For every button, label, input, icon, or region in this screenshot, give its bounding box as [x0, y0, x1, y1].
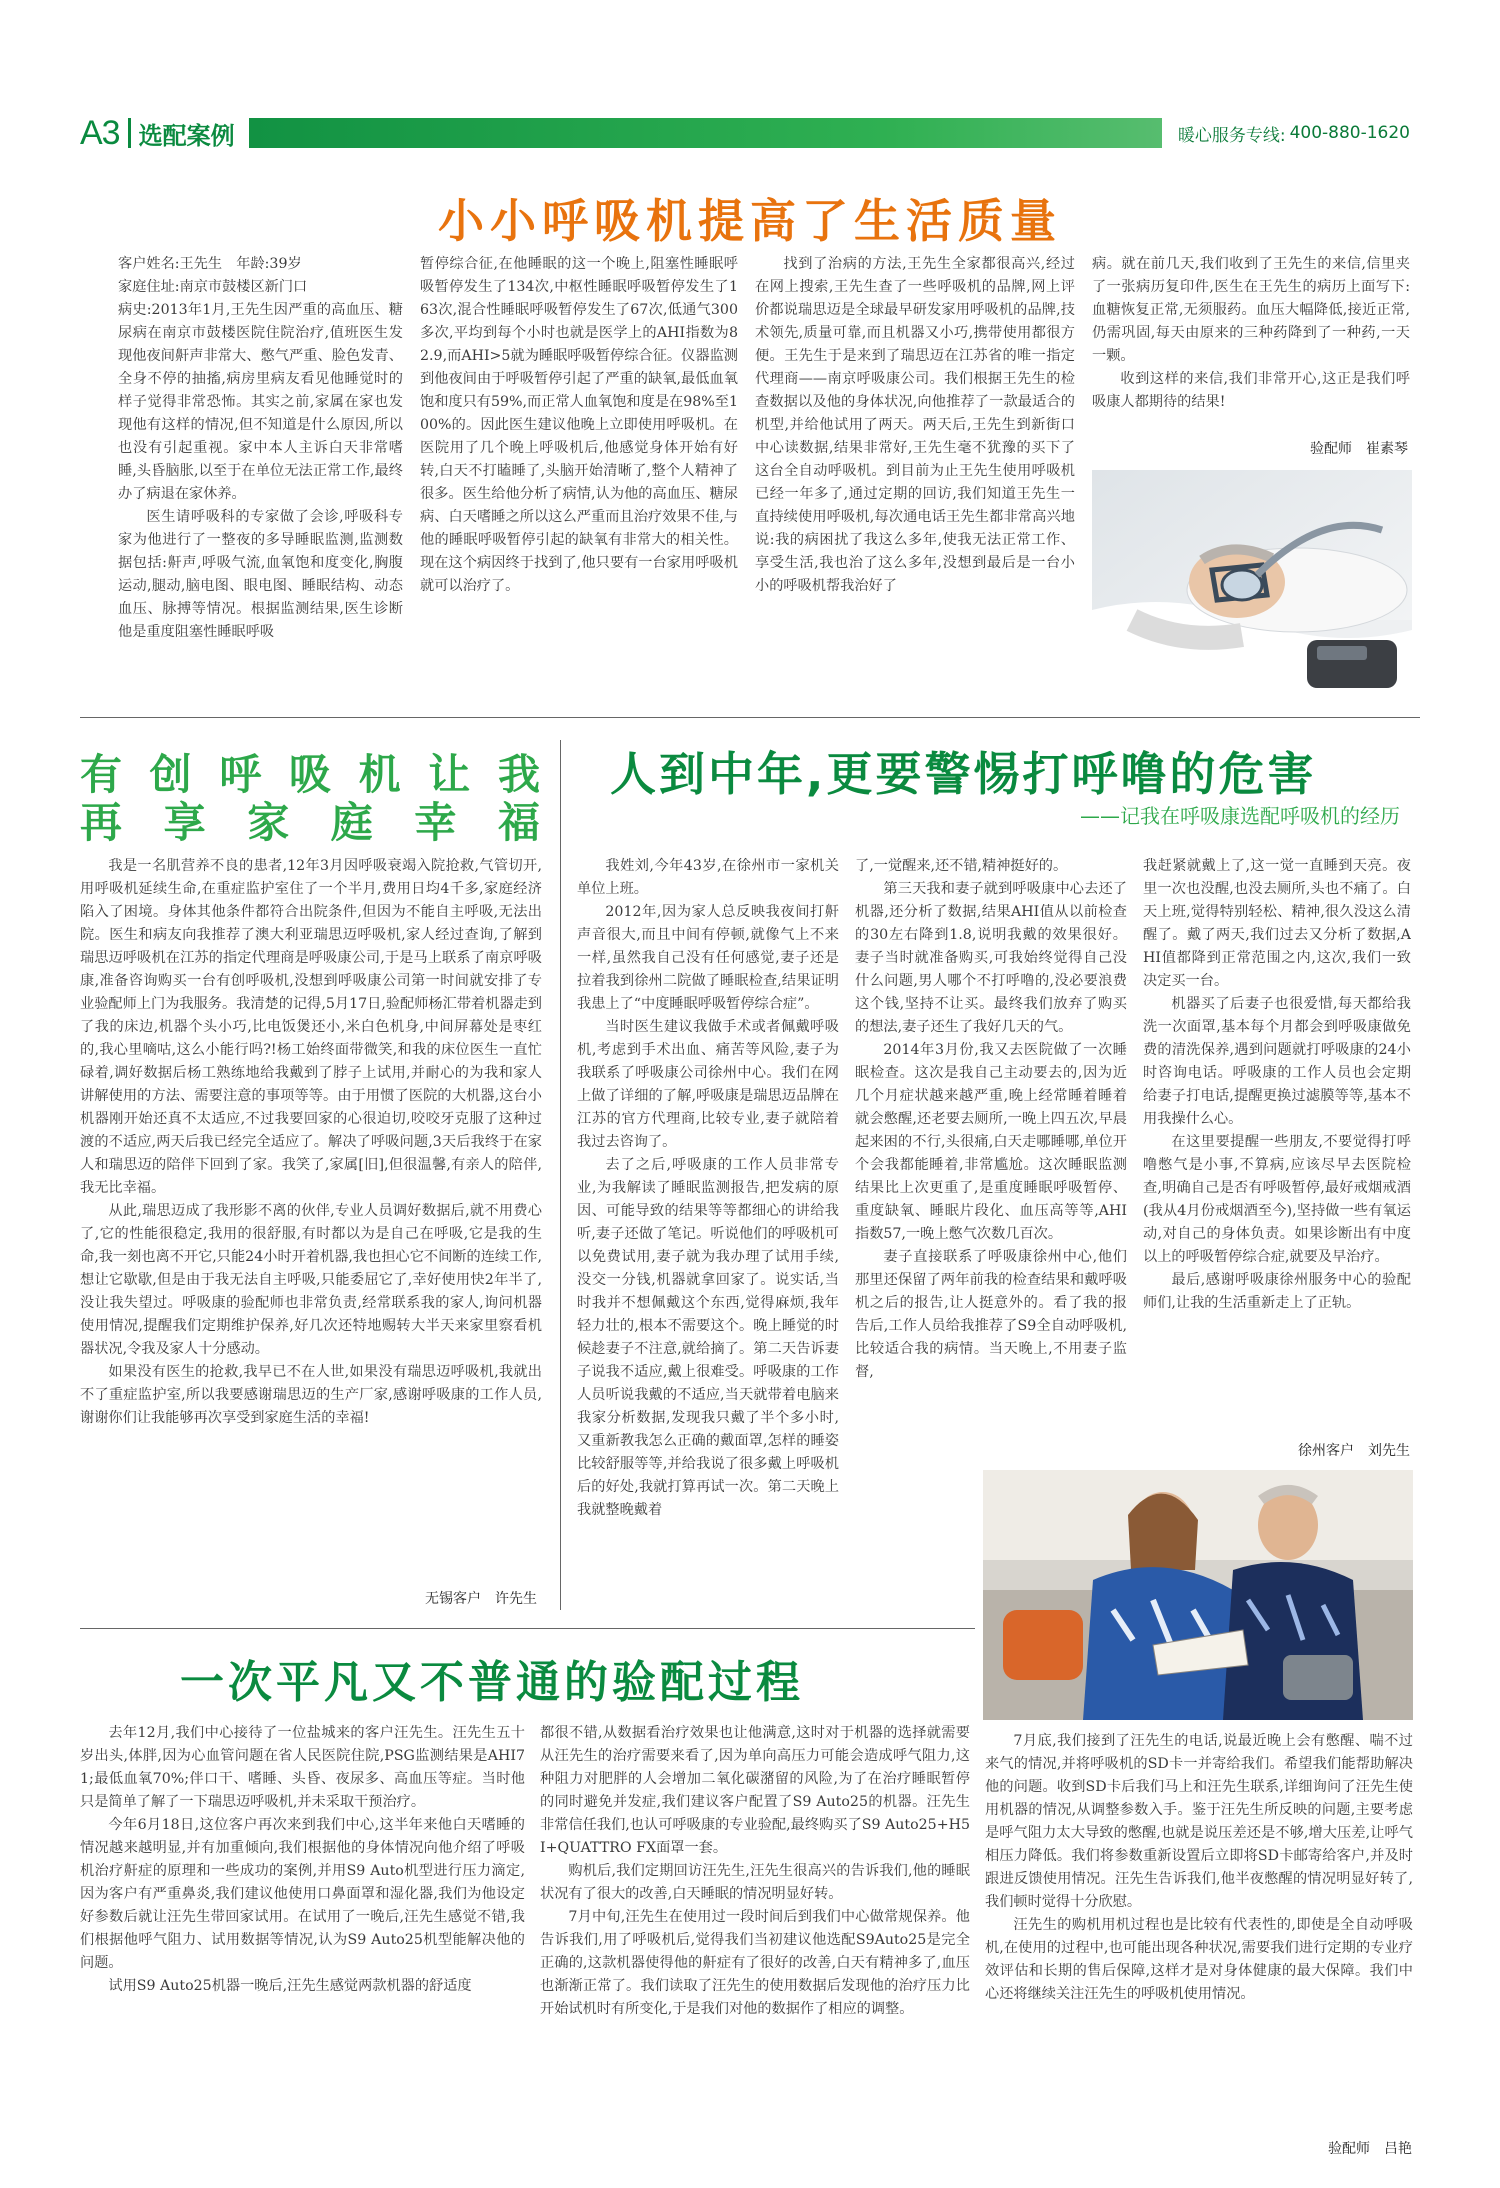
- paragraph: 2014年3月份,我又去医院做了一次睡眠检查。这次是我自己主动要去的,因为近几个月症状越来越严重,晚上经常睡着睡着就会憋醒,还老要去厕所,一晚上四五次,早晨起来困的不行,头很痛,白天走哪睡哪,单位开个会我都能睡着,非常尴尬。这次睡眠监测结果比上次更重了,是重度睡眠呼吸暂停、重度缺氧、睡眠片段化、血压高等等,AHI指数57,一晚上憋气次数几百次。: [855, 1042, 1127, 1242]
- paragraph: 医生请呼吸科的专家做了会诊,呼吸科专家为他进行了一整夜的多导睡眠监测,监测数据包括:鼾声,呼吸气流,血氧饱和度变化,胸腹运动,腿动,脑电图、眼电图、睡眠结构、动态血压、脉搏等情况。根据监测结果,医生诊断他是重度阻塞性睡眠呼吸: [118, 509, 403, 640]
- paragraph: 去年12月,我们中心接待了一位盐城来的客户汪先生。汪先生五十岁出头,体胖,因为心血管问题在省人民医院住院,PSG监测结果是AHI71;最低血氧70%;伴口干、嗜睡、头昏、夜尿多、高血压等症。当时他只是简单了解了一下瑞思迈呼吸机,并未采取干预治疗。: [80, 1725, 525, 1810]
- man-wearing-cpap-mask-photo: [1092, 470, 1412, 700]
- title-char: 我: [497, 750, 540, 799]
- article3-title: 人到中年,更要警惕打呼噜的危害: [610, 747, 1317, 801]
- article1-signature: 验配师 崔素琴: [1310, 441, 1408, 457]
- paragraph: 如果没有医生的抢救,我早已不在人世,如果没有瑞思迈呼吸机,我就出不了重症监护室,所以我要感谢瑞思迈的生产厂家,感谢呼吸康的工作人员,谢谢你们让我能够再次享受到家庭生活的幸福!: [80, 1364, 542, 1426]
- title-char: 吸: [288, 750, 331, 799]
- article3-column-3: [1143, 855, 1411, 1435]
- article1-column-2: [420, 253, 738, 705]
- article2-title-line2: [80, 790, 540, 850]
- paragraph: 暂停综合征,在他睡眠的这一个晚上,阻塞性睡眠呼吸暂停发生了134次,中枢性睡眠呼吸暂停发生了163次,混合性睡眠呼吸暂停发生了67次,低通气300多次,平均到每个小时也就是医学上的AHI指数为82.9,而AHI>5就为睡眠呼吸暂停综合征。仪器监测到他夜间由于呼吸暂停引起了严重的缺氧,最低血氧饱和度只有59%,而正常人血氧饱和度是在98%至100%的。因此医生建议他晚上立即使用呼吸机。在医院用了几个晚上呼吸机后,他感觉身体开始有好转,白天不打瞌睡了,头脑开始清晰了,整个人精神了很多。医生给他分析了病情,认为他的高血压、糖尿病、白天嗜睡之所以这么严重而且治疗效果不佳,与他的睡眠呼吸暂停引起的缺氧有非常大的相关性。现在这个病因终于找到了,他只要有一台家用呼吸机就可以治疗了。: [420, 256, 738, 594]
- article3-subtitle: ——记我在呼吸康选配呼吸机的经历: [1080, 804, 1400, 828]
- paragraph: 第三天我和妻子就到呼吸康中心去还了机器,还分析了数据,结果AHI值从以前检查的30左右降到1.8,说明我戴的效果很好。妻子当时就准备购买,可我始终觉得自己没什么问题,男人哪个不打呼噜的,没必要浪费这个钱,坚持不让买。最终我们放弃了购买的想法,妻子还生了我好几天的气。: [855, 881, 1127, 1035]
- paragraph: 找到了治病的方法,王先生全家都很高兴,经过在网上搜索,王先生查了一些呼吸机的品牌,网上评价都说瑞思迈是全球最早研发家用呼吸机的品牌,技术领先,质量可靠,而且机器又小巧,携带使用都很方便。王先生于是来到了瑞思迈在江苏省的唯一指定代理商——南京呼吸康公司。我们根据王先生的检查数据以及他的身体状况,向他推荐了一款最适合的机型,并给他试用了两天。两天后,王先生到新街口中心读数据,结果非常好,王先生毫不犹豫的买下了这台全自动呼吸机。到目前为止王先生使用呼吸机已经一年多了,通过定期的回访,我们知道王先生一直持续使用呼吸机,每次通电话王先生都非常高兴地说:我的病困扰了我这么多年,使我无法正常工作、享受生活,我也治了这么多年,没想到最后是一台小小的呼吸机帮我治好了: [755, 256, 1075, 594]
- title-char: 让: [428, 750, 471, 799]
- header-divider: [128, 118, 131, 148]
- article1-title: 小小呼吸机提高了生活质量: [438, 194, 1062, 248]
- article3-column-1: [577, 855, 839, 1615]
- paragraph: 收到这样的来信,我们非常开心,这正是我们呼吸康人都期待的结果!: [1092, 371, 1410, 410]
- article4-column-2: [540, 1722, 970, 2162]
- paragraph: 病史:2013年1月,王先生因严重的高血压、糖尿病在南京市鼓楼医院住院治疗,值班医生发现他夜间鼾声非常大、憋气严重、脸色发青、全身不停的抽搐,病房里病友看见他睡觉时的样子觉得非常恐怖。其实之前,家属在家也发现他有这样的情况,但不知道是什么原因,所以也没有引起重视。家中本人主诉白天非常嗜睡,头昏脑胀,以至于在单位无法正常工作,最终办了病退在家休养。: [118, 302, 403, 502]
- hotline-label: 暖心服务专线:: [1177, 125, 1286, 146]
- title-char: 庭: [330, 798, 373, 847]
- paragraph: 在这里要提醒一些朋友,不要觉得打呼噜憋气是小事,不算病,应该尽早去医院检查,明确自己是否有呼吸暂停,最好戒烟戒酒(我从4月份戒烟酒至今),坚持做一些有氧运动,对自己的身体负责。如果诊断出有中度以上的呼吸暂停综合症,就要及早治疗。: [1143, 1134, 1411, 1265]
- couple-reading-with-device-photo: [983, 1470, 1413, 1720]
- paragraph: 试用S9 Auto25机器一晚后,汪先生感觉两款机器的舒适度: [108, 1978, 472, 1994]
- paragraph: 机器买了后妻子也很爱惜,每天都给我洗一次面罩,基本每个月都会到呼吸康做免费的清洗保养,遇到问题就打呼吸康的24小时咨询电话。呼吸康的工作人员也会定期给妻子打电话,提醒更换过滤膜等等,基本不用我操什么心。: [1143, 996, 1411, 1127]
- article4-signature: 验配师 吕艳: [1328, 2141, 1412, 2157]
- title-char: 家: [247, 798, 290, 847]
- title-char: 有: [80, 750, 123, 799]
- article4-column-3: [985, 1730, 1413, 2130]
- paragraph: 从此,瑞思迈成了我形影不离的伙伴,专业人员调好数据后,就不用费心了,它的性能很稳定,我用的很舒服,有时都以为是自己在呼吸,它是我的生命,我一刻也离不开它,只能24小时开着机器,我也担心它不间断的连续工作,想让它歇歇,但是由于我无法自主呼吸,只能委屈它了,幸好使用快2年半了,没让我失望过。呼吸康的验配师也非常负责,经常联系我的家人,询问机器使用情况,提醒我们定期维护保养,好几次还特地赐转大半天来家里察看机器状况,令我及家人十分感动。: [80, 1203, 542, 1357]
- paragraph: 2012年,因为家人总反映我夜间打鼾声音很大,而且中间有停顿,就像气上不来一样,虽然我自己没有任何感觉,妻子还是拉着我到徐州二院做了睡眠检查,结果证明我患上了“中度睡眠呼吸暂停综合症”。: [577, 904, 839, 1012]
- title-char: 机: [358, 750, 401, 799]
- paragraph: 购机后,我们定期回访汪先生,汪先生很高兴的告诉我们,他的睡眠状况有了很大的改善,白天睡眠的情况明显好转。: [540, 1863, 970, 1902]
- paragraph: 客户姓名:王先生 年龄:39岁: [118, 256, 302, 272]
- article2-signature: 无锡客户 许先生: [425, 1591, 537, 1607]
- page-number: A3: [80, 113, 120, 152]
- page-header: [80, 110, 1420, 156]
- title-char: 再: [80, 798, 123, 847]
- paragraph: 家庭住址:南京市鼓楼区新门口: [118, 279, 308, 295]
- paragraph: 7月底,我们接到了汪先生的电话,说最近晚上会有憋醒、喘不过来气的情况,并将呼吸机的SD卡一并寄给我们。希望我们能帮助解决他的问题。收到SD卡后我们马上和汪先生联系,详细询问了汪先生使用机器的情况,从调整参数入手。鉴于汪先生所反映的问题,主要考虑是呼气阻力太大导致的憋醒,也就是说压差还是不够,增大压差,让呼气相压力降低。我们将参数重新设置后立即将SD卡邮寄给客户,并及时跟进反馈使用情况。汪先生告诉我们,他半夜憋醒的情况明显好转了,我们顿时觉得十分欣慰。: [985, 1733, 1413, 1910]
- title-char: 呼: [219, 750, 262, 799]
- title-char: 创: [149, 750, 192, 799]
- title-char: 幸: [414, 798, 457, 847]
- title-char: 享: [163, 798, 206, 847]
- horizontal-divider-2: [80, 1628, 975, 1629]
- article3-signature: 徐州客户 刘先生: [1298, 1443, 1410, 1459]
- paragraph: 我赶紧就戴上了,这一觉一直睡到天亮。夜里一次也没醒,也没去厕所,头也不痛了。白天上班,觉得特别轻松、精神,很久没这么清醒了。戴了两天,我们过去又分析了数据,AHI值都降到正常范围之内,这次,我们一致决定买一台。: [1143, 858, 1411, 989]
- paragraph: 妻子直接联系了呼吸康徐州中心,他们那里还保留了两年前我的检查结果和戴呼吸机之后的报告,让人挺意外的。看了我的报告后,工作人员给我推荐了S9全自动呼吸机,比较适合我的病情。当天晚上,不用妻子监督,: [855, 1249, 1127, 1380]
- article1-column-1: [118, 253, 403, 705]
- paragraph: 去了之后,呼吸康的工作人员非常专业,为我解读了睡眠监测报告,把发病的原因、可能导致的结果等等都细心的讲给我听,妻子还做了笔记。听说他们的呼吸机可以免费试用,妻子就为我办理了试用手续,没交一分钱,机器就拿回家了。说实话,当时我并不想佩戴这个东西,觉得麻烦,我年轻力壮的,根本不需要这个。晚上睡觉的时候趁妻子不注意,就给摘了。第二天告诉妻子说我不适应,戴上很难受。呼吸康的工作人员听说我戴的不适应,当天就带着电脑来我家分析数据,发现我只戴了半个多小时,又重新教我怎么正确的戴面罩,怎样的睡姿比较舒服等等,并给我说了很多戴上呼吸机后的好处,我就打算再试一次。第二天晚上我就整晚戴着: [577, 1157, 839, 1518]
- paragraph: 汪先生的购机用机过程也是比较有代表性的,即使是全自动呼吸机,在使用的过程中,也可能出现各种状况,需要我们进行定期的专业疗效评估和长期的售后保障,这样才是对身体健康的最大保障。我们中心还将继续关注汪先生的呼吸机使用情况。: [985, 1917, 1413, 2002]
- paragraph: 最后,感谢呼吸康徐州服务中心的验配师们,让我的生活重新走上了正轨。: [1143, 1272, 1411, 1311]
- paragraph: 我是一名肌营养不良的患者,12年3月因呼吸衰竭入院抢救,气管切开,用呼吸机延续生命,在重症监护室住了一个半月,费用日均4千多,家庭经济陷入了困境。身体其他条件都符合出院条件,但因为不能自主呼吸,无法出院。医生和病友向我推荐了澳大利亚瑞思迈呼吸机,家人经过查询,了解到瑞思迈呼吸机在江苏的指定代理商是呼吸康公司,于是马上联系了南京呼吸康,准备咨询购买一台有创呼吸机,没想到呼吸康公司第一时间就安排了专业验配师上门为我服务。我清楚的记得,5月17日,验配师杨汇带着机器走到了我的床边,机器个头小巧,比电饭煲还小,米白色机身,中间屏幕处是枣红的,我心里嘀咕,这么小能行吗?!杨工始终面带微笑,和我的床位医生一直忙碌着,调好数据后杨工熟练地给我戴到了脖子上试用,并耐心的为我和家人讲解使用的方法、需要注意的事项等等。由于用惯了医院的大机器,这台小机器刚开始还真不太适应,不过我要回家的心很迫切,咬咬牙克服了这种过渡的不适应,两天后我已经完全适应了。解决了呼吸问题,3天后我终于在家人和瑞思迈的陪伴下回到了家。我笑了,家属[旧],但很温馨,有亲人的陪伴,我无比幸福。: [80, 858, 542, 1196]
- hotline-number: 400-880-1620: [1289, 123, 1410, 143]
- article4-column-1: [80, 1722, 525, 2162]
- article4-title: 一次平凡又不普通的验配过程: [180, 1657, 804, 1708]
- paragraph: 今年6月18日,这位客户再次来到我们中心,这半年来他白天嗜睡的情况越来越明显,并有加重倾向,我们根据他的身体情况向他介绍了呼吸机治疗鼾症的原理和一些成功的案例,并用S9 Auto机型进行压力滴定,因为客户有严重鼻炎,我们建议他使用口鼻面罩和湿化器,我们为他设定好参数后就让汪先生带回家试用。在试用了一晚后,汪先生感觉不错,我们根据他呼气阻力、试用数据等情况,认为S9 Auto25机型能解决他的问题。: [80, 1817, 525, 1971]
- paragraph: 当时医生建议我做手术或者佩戴呼吸机,考虑到手术出血、痛苦等风险,妻子为我联系了呼吸康公司徐州中心。我们在网上做了详细的了解,呼吸康是瑞思迈品牌在江苏的官方代理商,比较专业,妻子就陪着我过去咨询了。: [577, 1019, 839, 1150]
- paragraph: 都很不错,从数据看治疗效果也让他满意,这时对于机器的选择就需要从汪先生的治疗需要来看了,因为单向高压力可能会造成呼气阻力,这种阻力对肥胖的人会增加二氧化碳潴留的风险,为了在治疗睡眠暂停的同时避免并发症,我们建议客户配置了S9 Auto25的机器。汪先生非常信任我们,也认可呼吸康的专业验配,最终购买了S9 Auto25+H5I+QUATTRO FX面罩一套。: [540, 1725, 970, 1856]
- vertical-divider: [560, 740, 561, 1610]
- paragraph: 了,一觉醒来,还不错,精神挺好的。: [855, 858, 1068, 874]
- article1-column-4: [1092, 253, 1410, 423]
- section-name: 选配案例: [138, 121, 235, 150]
- service-hotline: [1162, 110, 1420, 156]
- horizontal-divider-1: [80, 717, 1420, 718]
- paragraph: 7月中旬,汪先生在使用过一段时间后到我们中心做常规保养。他告诉我们,用了呼吸机后,觉得我们当初建议他选配S9Auto25是完全正确的,这款机器使得他的鼾症有了很好的改善,白天有精神多了,血压也渐渐正常了。我们读取了汪先生的使用数据后发现他的治疗压力比开始试机时有所变化,于是我们对他的数据作了相应的调整。: [540, 1909, 970, 2017]
- title-char: 福: [497, 798, 540, 847]
- header-left: [80, 110, 249, 156]
- article2-column: [80, 855, 542, 1583]
- paragraph: 病。就在前几天,我们收到了王先生的来信,信里夹了一张病历复印件,医生在王先生的病历上面写下:血糖恢复正常,无须服药。血压大幅降低,接近正常,仍需巩固,每天由原来的三种药降到了一种药,一天一颗。: [1092, 256, 1410, 364]
- paragraph: 我姓刘,今年43岁,在徐州市一家机关单位上班。: [577, 858, 839, 897]
- article1-column-3: [755, 253, 1075, 705]
